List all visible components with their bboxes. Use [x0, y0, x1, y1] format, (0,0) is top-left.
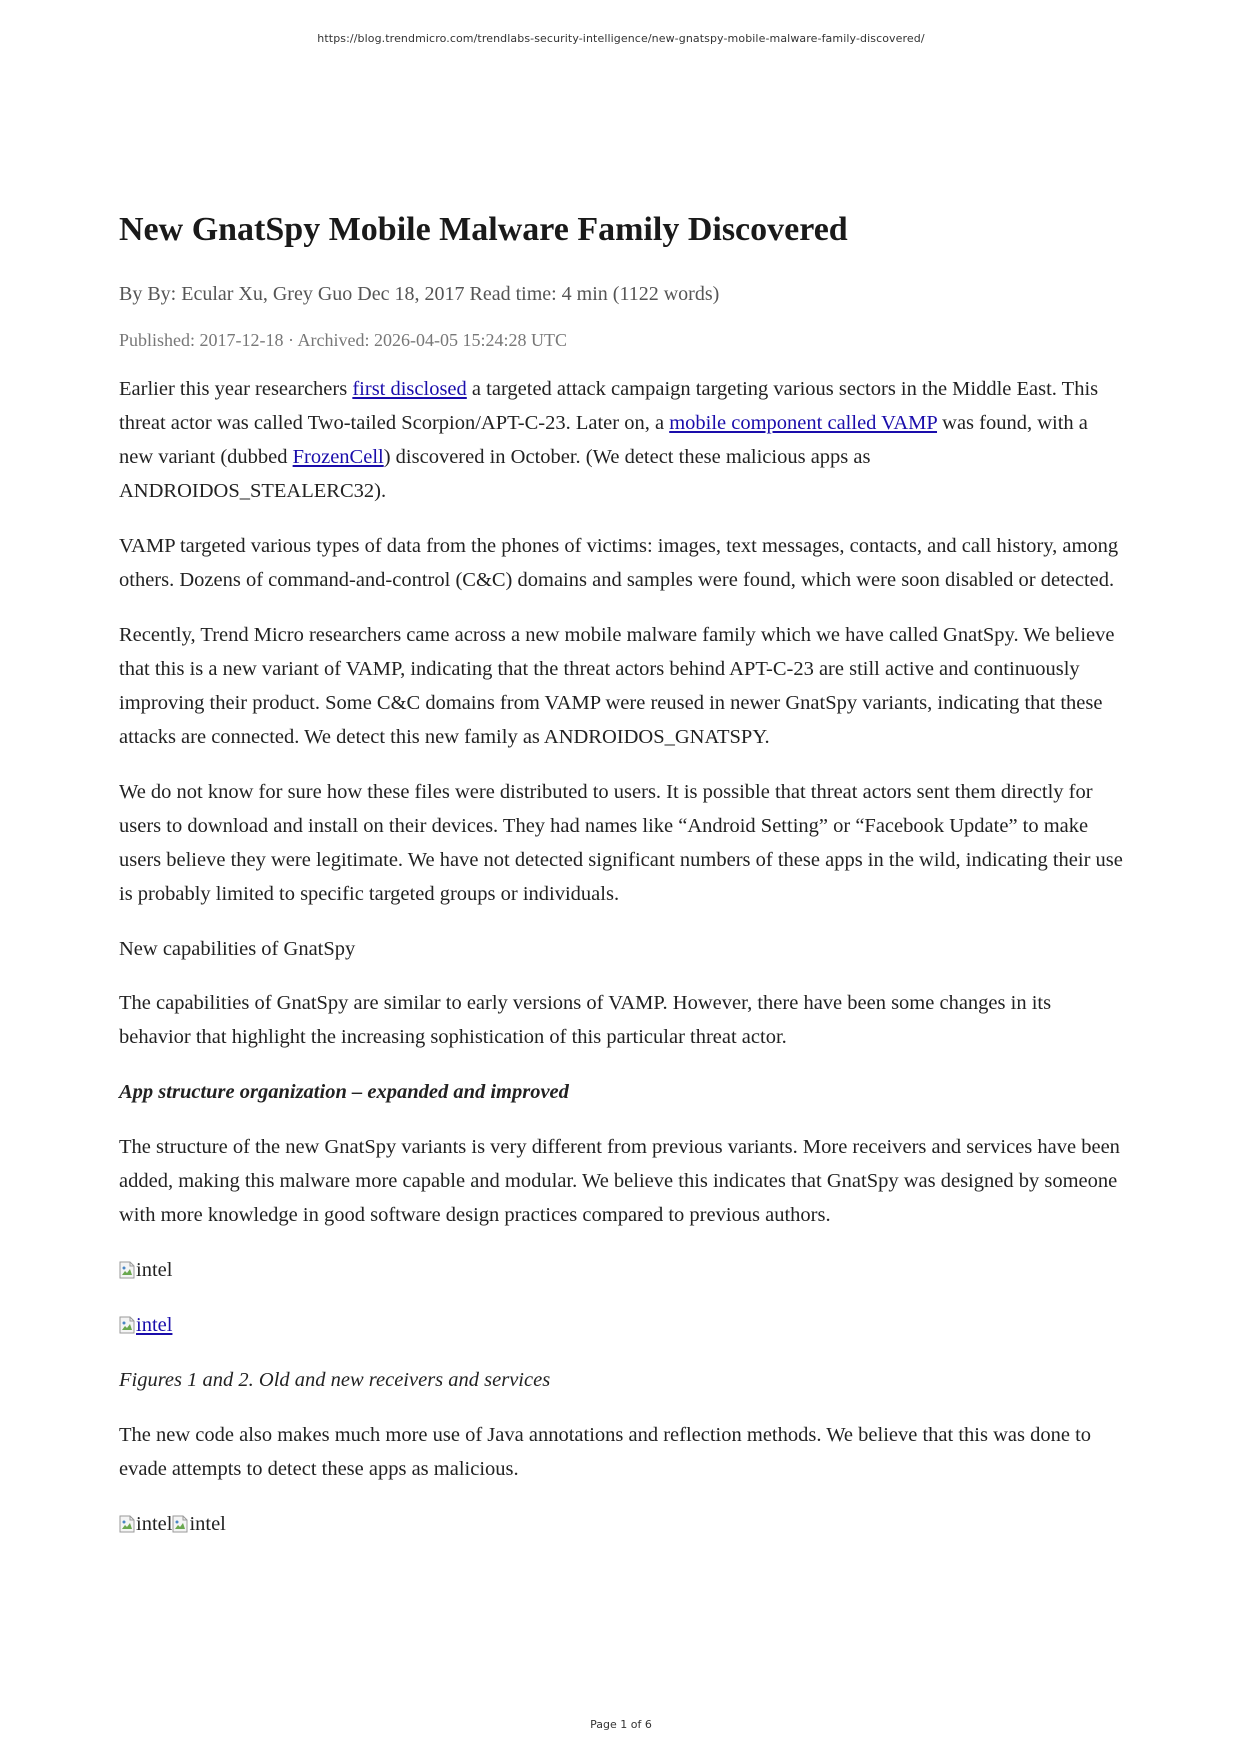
paragraph-distribution: We do not know for sure how these files were distributed to users. It is possible that threat actors sent them directly for users to download and install on their devices. They had names like “Android Setting” or “Facebook Update” to make users believe they were legitimate. We have not detected significant numbers of these apps in the wild, indicating their use is probably limited to specific targeted groups or individuals. [119, 781, 1123, 906]
subheading-new-capabilities: New capabilities of GnatSpy [119, 938, 356, 961]
link-mobile-component-vamp[interactable]: mobile component called VAMP [669, 412, 938, 435]
source-url: https://blog.trendmicro.com/trendlabs-security-intelligence/new-gnatspy-mobile-malware-family-discovered/ [317, 32, 925, 45]
paragraph-vamp-data: VAMP targeted various types of data from the phones of victims: images, text messages, contacts, and call history, among others. Dozens of command-and-control (C&C) domains and samples were found, which were soon disabled or detected. [119, 535, 1119, 592]
figure-caption: Figures 1 and 2. Old and new receivers and services [119, 1369, 551, 1392]
figure-image-2[interactable] [119, 1308, 1127, 1342]
figure-image-1 [119, 1253, 1127, 1287]
article-title: New GnatSpy Mobile Malware Family Discovered [119, 211, 848, 248]
broken-image: intel [119, 1507, 172, 1541]
subheading-app-structure: App structure organization – expanded and improved [119, 1081, 569, 1104]
publication-info: Published: 2017-12-18 · Archived: 2026-04-05 15:24:28 UTC [119, 329, 567, 350]
broken-image-icon [172, 1515, 188, 1533]
broken-image: intel [119, 1253, 172, 1287]
page-number: Page 1 of 6 [590, 1718, 652, 1731]
paragraph-intro: Earlier this year researchers first disclosed a targeted attack campaign targeting various sectors in the Middle East. This threat actor was called Two-tailed Scorpion/APT-C-23. Later on, a mobile component called VAMP was found, with a new variant (dubbed FrozenCell) discovered in October. (We detect these malicious apps as ANDROIDOS_STEALERC32). [119, 378, 1099, 503]
article [119, 210, 1127, 1562]
broken-image-icon [119, 1515, 135, 1533]
link-frozencell[interactable]: FrozenCell [292, 446, 384, 469]
broken-image-icon [119, 1261, 135, 1279]
paragraph-gnatspy-discovery: Recently, Trend Micro researchers came across a new mobile malware family which we have called GnatSpy. We believe that this is a new variant of VAMP, indicating that the threat actors behind APT-C-23 are still active and continuously improving their product. Some C&C domains from VAMP were reused in newer GnatSpy variants, indicating that these attacks are connected. We detect this new family as ANDROIDOS_GNATSPY. [119, 624, 1115, 749]
byline: By By: Ecular Xu, Grey Guo Dec 18, 2017 Read time: 4 min (1122 words) [119, 282, 720, 305]
figure-images-row [119, 1507, 1127, 1541]
broken-image-icon [119, 1316, 135, 1334]
paragraph-capabilities: The capabilities of GnatSpy are similar to early versions of VAMP. However, there have been some changes in its behavior that highlight the increasing sophistication of this particular threat actor. [119, 992, 1052, 1049]
link-first-disclosed[interactable]: first disclosed [352, 378, 467, 401]
paragraph-structure: The structure of the new GnatSpy variants is very different from previous variants. More receivers and services have been added, making this malware more capable and modular. We believe this indicates that GnatSpy was designed by someone with more knowledge in good software design practices compared to previous authors. [119, 1136, 1120, 1227]
figure-image-link[interactable]: intel [119, 1308, 172, 1342]
broken-image: intel [172, 1507, 225, 1541]
paragraph-java-annotations: The new code also makes much more use of Java annotations and reflection methods. We believe that this was done to evade attempts to detect these apps as malicious. [119, 1424, 1092, 1481]
